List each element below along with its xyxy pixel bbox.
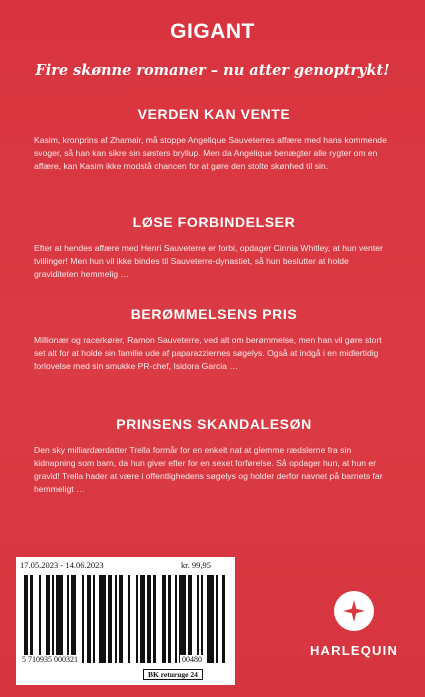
book-blurb: Millionær og racerkører, Ramon Sauveterre, ved alt om berømmelse, men han vil gøre stort set alt for at holde sin familie ude af paparazziernes søgelys. Også at indgå i en midlertidig forlovelse med sin smukke PR-chef, Isidora Garcia … <box>34 335 382 371</box>
price: kr. 99,95 <box>181 560 211 570</box>
book-title: VERDEN KAN VENTE <box>137 106 291 122</box>
barcode-number: 5 710935 000321 <box>22 655 78 664</box>
book-blurb: Den sky milliardærdatter Trella formår for en enkelt nat at glemme rædslerne fra sin kidnapning som barn, da hun giver efter for en sexet forførelse. Så opdager hun, at hun er gravid! Trella hader at være i offentlighedens søgelys og holder derfor navnet på barnets far hemmeligt … <box>34 445 383 494</box>
barcode-stripe <box>225 575 229 663</box>
series-title: GIGANT <box>170 20 255 43</box>
book-blurb: Efter at hendes affære med Henri Sauveterre er forbi, opdager Cinnia Whitley, at hun venter tvillinger! Men hun vil ikke bindes til Sauveterre-dynastiet, så hun beslutter at holde graviditeten hemmelig … <box>34 243 383 279</box>
book-section-3 <box>34 306 394 373</box>
publisher-name: HARLEQUIN <box>309 643 399 658</box>
book-title: PRINSENS SKANDALESØN <box>116 416 312 432</box>
sale-period: 17.05.2023 - 14.06.2023 <box>20 560 104 570</box>
book-section-1 <box>34 106 394 173</box>
series-tagline: Fire skønne romaner – nu atter genoptrykt! <box>35 62 390 79</box>
diamond-star-icon <box>342 599 366 623</box>
book-section-4 <box>34 416 394 496</box>
book-blurb: Kasim, kronprins af Zhamair, må stoppe Angelique Sauveterres affære med hans kommende svoger, så han kan sikre sin søsters bryllup. Men da Angelique benægter alle rygter om en affære, kan Kasim ikke modstå chancen for at gøre den stolte skønhed til sin. <box>34 135 387 171</box>
publisher-logo <box>334 591 374 631</box>
barcode-addon-number: 00480 <box>182 655 202 664</box>
returns-label: BK returuge 24 <box>143 669 203 680</box>
book-title: BERØMMELSENS PRIS <box>130 306 298 322</box>
barcode-icon <box>24 575 229 663</box>
book-title: LØSE FORBINDELSER <box>132 214 296 230</box>
barcode-label <box>16 557 235 685</box>
book-section-2 <box>34 214 394 281</box>
